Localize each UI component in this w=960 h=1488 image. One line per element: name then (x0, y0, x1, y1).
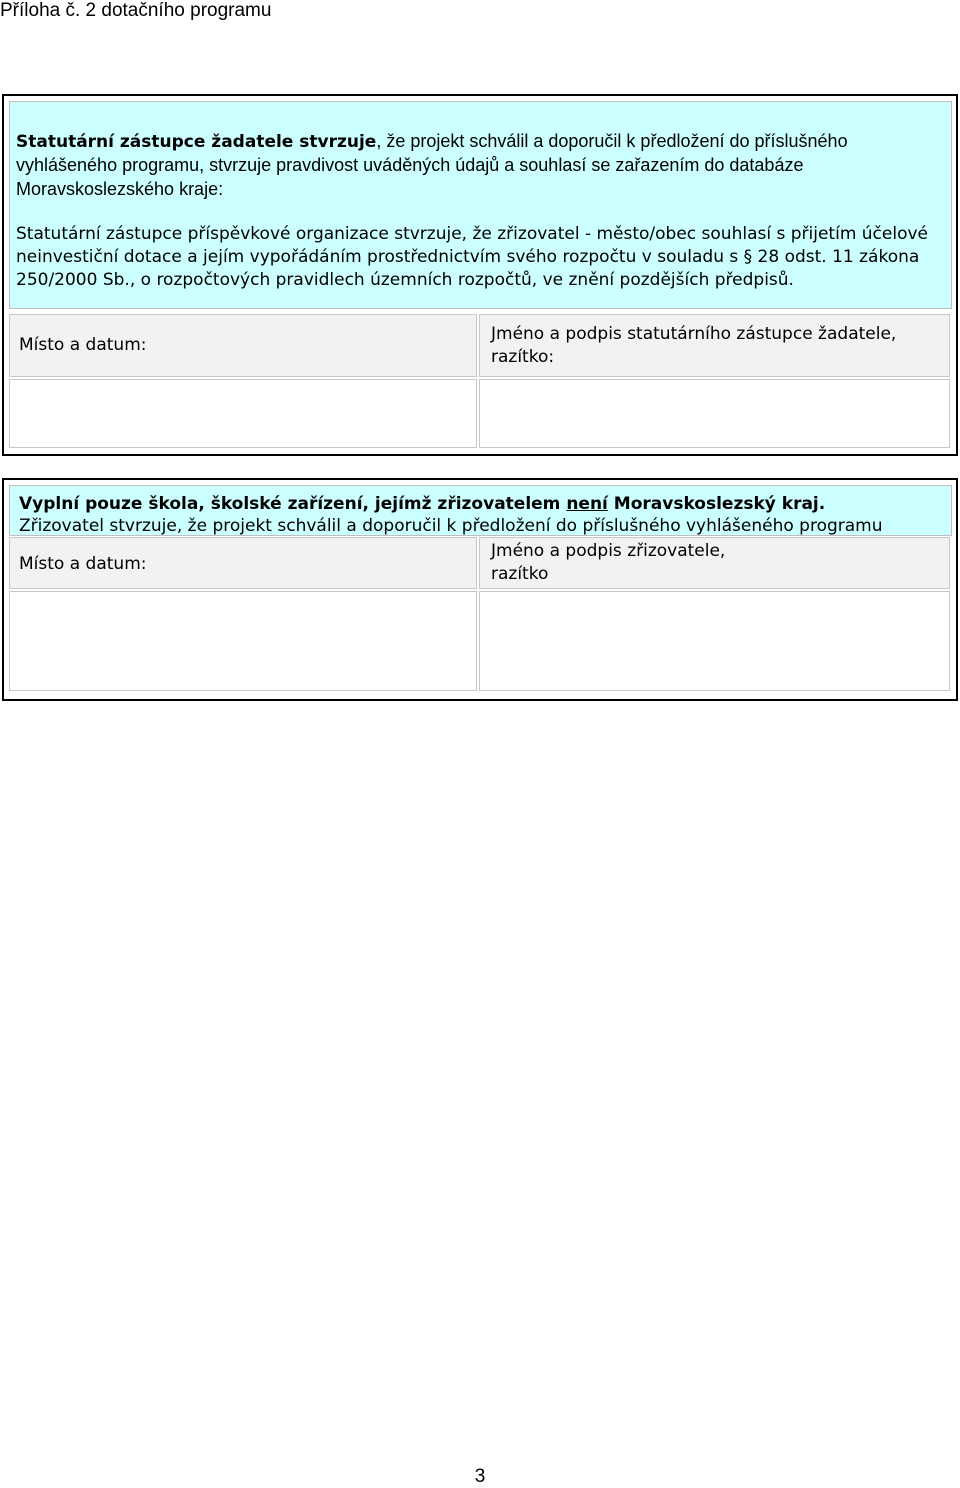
founder-place-date-label-cell (9, 537, 477, 589)
contribution-org-paragraph: Statutární zástupce příspěvkové organizace stvrzuje, že zřizovatel - město/obec souhlasí s přijetím účelové neinvestiční dotace a jejím vypořádáním prostřednictvím svého rozpočtu v souladu s § 28 odst. 11 zákona 250/2000 Sb., o rozpočtových pravidlech územních rozpočtů, ve znění pozdějších předpisů. (16, 224, 929, 290)
founder-condition: Vyplní pouze škola, školské zařízení, jejímž zřizovatelem není Moravskoslezský kraj. (19, 494, 826, 514)
declaration-panel (9, 101, 952, 309)
founder-place-date-input[interactable] (9, 591, 477, 691)
founder-place-date-label: Místo a datum: (19, 554, 147, 574)
founder-statement: Zřizovatel stvrzuje, že projekt schválil a doporučil k předložení do příslušného vyhlášeného programu (19, 516, 883, 536)
page-number: 3 (474, 1466, 486, 1487)
declaration-lead: Statutární zástupce žadatele stvrzuje (16, 132, 377, 152)
founder-declaration-box (2, 478, 958, 701)
declaration-paragraph (16, 130, 951, 202)
founder-signature-input[interactable] (479, 591, 950, 691)
founder-signature-label-cell (479, 537, 950, 589)
declaration-text: , že projekt schválil a doporučil k předložení do příslušného vyhlášeného programu, stvrzuje pravdivost uváděných údajů a souhlasí se zařazením do databáze Moravskoslezského kraje: (16, 131, 848, 199)
applicant-declaration-box (2, 94, 958, 456)
attachment-header: Příloha č. 2 dotačního programu (0, 0, 272, 21)
place-date-input[interactable] (9, 379, 477, 448)
not-underlined-word: není (566, 494, 608, 514)
signature-input[interactable] (479, 379, 950, 448)
founder-signature-label: Jméno a podpis zřizovatele, razítko (491, 541, 726, 584)
signature-label-cell (479, 314, 950, 377)
place-date-label-cell (9, 314, 477, 377)
founder-panel (9, 485, 952, 536)
signature-label: Jméno a podpis statutárního zástupce žadatele, razítko: (491, 324, 897, 367)
place-date-label: Místo a datum: (19, 335, 147, 355)
